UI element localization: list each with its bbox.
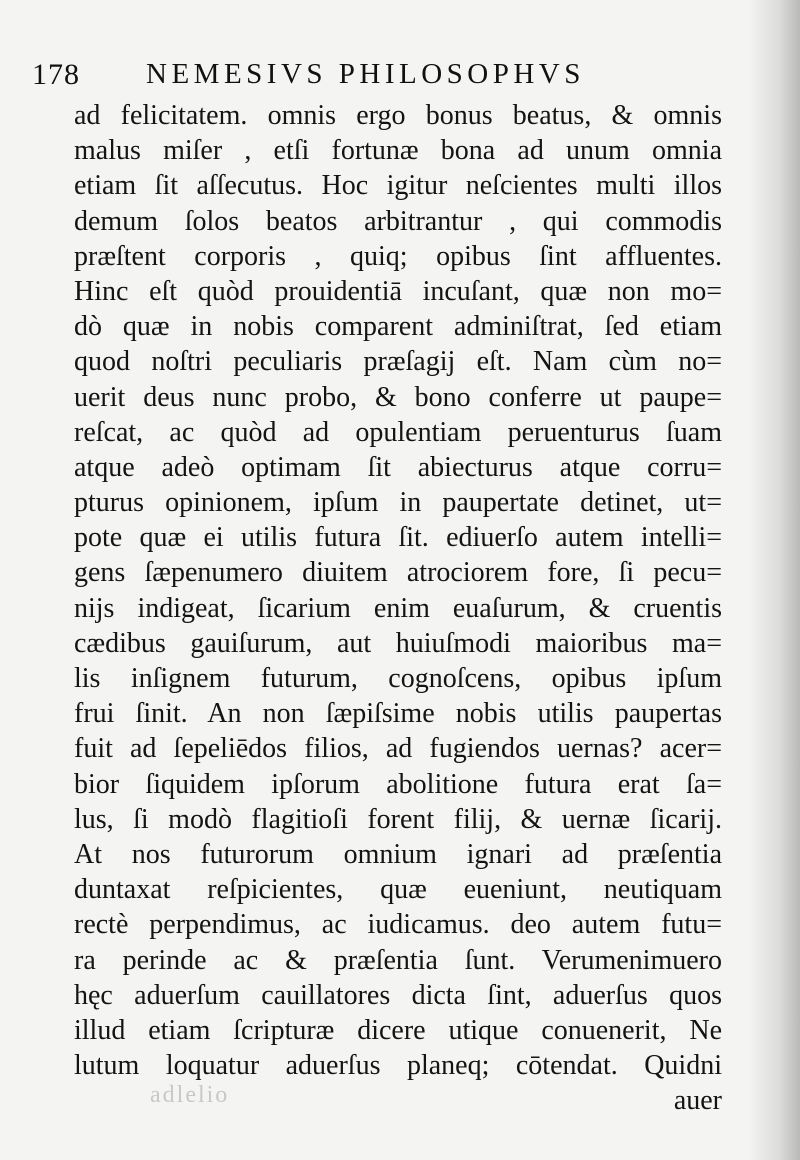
text-line: Hinc eſt quòd prouidentiā incuſant, quæ non mo= — [74, 275, 722, 307]
text-line: lutum loquatur aduerſus planeq; cōtendat. Quidni — [74, 1050, 722, 1082]
text-line: duntaxat reſpicientes, quæ eueniunt, neutiquam — [74, 874, 722, 906]
text-line: malus miſer , etſi fortunæ bona ad unum omnia — [74, 135, 722, 167]
text-line: ra perinde ac & præſentia ſunt. Verumenimuero — [74, 944, 722, 976]
page-edge-shadow — [748, 0, 800, 1160]
text-line: hęc aduerſum cauillatores dicta ſint, aduerſus quos — [74, 979, 722, 1011]
text-line: At nos futurorum omnium ignari ad præſentia — [74, 838, 722, 870]
body-text — [74, 98, 722, 1083]
text-line: lis inſignem futurum, cognoſcens, opibus ipſum — [74, 663, 722, 694]
text-line: illud etiam ſcripturæ dicere utique conuenerit, Ne — [74, 1014, 722, 1046]
running-title: NEMESIVS PHILOSOPHVS — [146, 58, 585, 90]
text-line: gens ſæpenumero diuitem atrociorem fore, ſi pecu= — [74, 557, 722, 589]
text-line: cædibus gauiſurum, aut huiuſmodi maioribus ma= — [74, 627, 722, 659]
text-line: dò quæ in nobis comparent adminiſtrat, ſed etiam — [74, 311, 722, 343]
bleed-through-text: adlelio — [150, 1082, 230, 1108]
text-line: quod noſtri peculiaris præſagij eſt. Nam cùm no= — [74, 346, 722, 378]
text-line: frui ſinit. An non ſæpiſsime nobis utilis paupertas — [74, 698, 722, 730]
text-line: lus, ſi modò flagitioſi forent filij, & uernæ ſicarij. — [74, 803, 722, 835]
text-line: uerit deus nunc probo, & bono conferre ut paupe= — [74, 381, 722, 413]
text-line: demum ſolos beatos arbitrantur , qui commodis — [74, 205, 722, 237]
text-line: rectè perpendimus, ac iudicamus. deo autem futu= — [74, 909, 722, 941]
text-line: atque adeò optimam ſit abiecturus atque corru= — [74, 451, 722, 483]
text-line: nijs indigeat, ſicarium enim euaſurum, & cruentis — [74, 592, 722, 624]
text-line: pote quæ ei utilis futura ſit. ediuerſo autem intelli= — [74, 522, 722, 554]
text-line: præſtent corporis , quiq; opibus ſint affluentes. — [74, 240, 722, 272]
text-line: fuit ad ſepeliēdos filios, ad fugiendos uernas? acer= — [74, 733, 722, 765]
catchword: auer — [673, 1085, 722, 1116]
running-head — [32, 58, 732, 98]
text-line: reſcat, ac quòd ad opulentiam peruenturus ſuam — [74, 416, 722, 448]
text-line: bior ſiquidem ipſorum abolitione futura erat ſa= — [74, 768, 722, 800]
page-number: 178 — [32, 58, 80, 91]
text-line: etiam ſit aſſecutus. Hoc igitur neſcientes multi illos — [74, 170, 722, 202]
text-line: pturus opinionem, ipſum in paupertate detinet, ut= — [74, 487, 722, 519]
text-line: ad felicitatem. omnis ergo bonus beatus, & omnis — [74, 100, 722, 131]
